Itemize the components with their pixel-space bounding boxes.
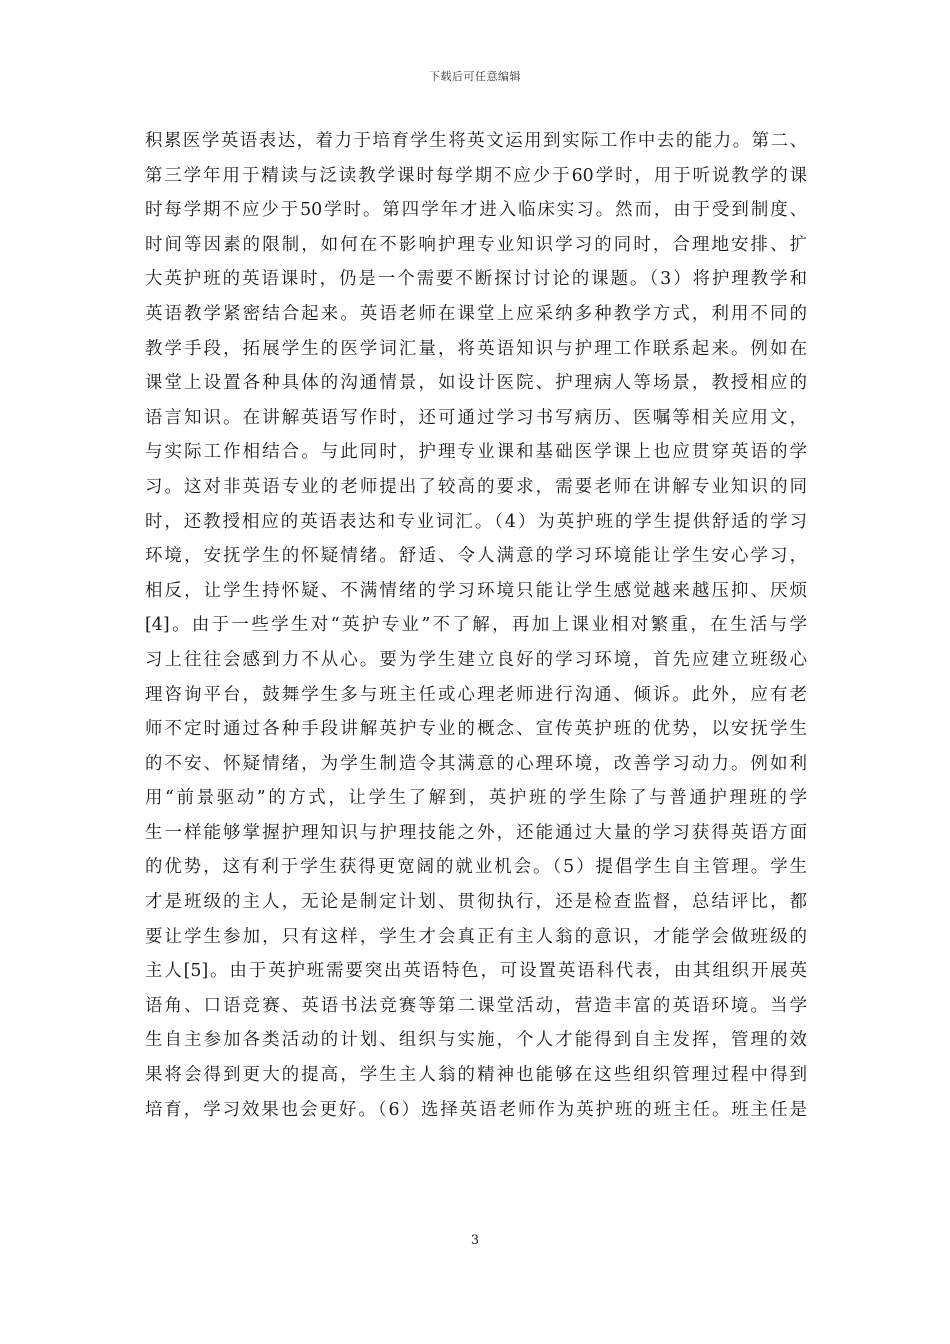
text-line: 积累医学英语表达，着力于培育学生将英文运用到实际工作中去的能力。第二、	[145, 131, 807, 151]
page-header: 下载后可任意编辑	[429, 70, 521, 83]
text-line: 要让学生参加，只有这样，学生才会真正有主人翁的意识，才能学会做班级的	[145, 926, 807, 947]
text-line: 语角、口语竞赛、英语书法竞赛等第二课堂活动，营造丰富的英语环境。当学	[145, 995, 807, 1016]
text-line: 习上往往会感到力不从心。要为学生建立良好的学习环境，首先应建立班级心	[145, 649, 807, 670]
text-line: 时每学期不应少于50学时。第四学年才进入临床实习。然而，由于受到制度、	[145, 200, 807, 221]
text-line: 主人[5]。由于英护班需要突出英语特色，可设置英语科代表，由其组织开展英	[145, 961, 807, 982]
text-line: 培育，学习效果也会更好。（6）选择英语老师作为英护班的班主任。班主任是	[145, 1099, 807, 1120]
text-line: 时间等因素的限制，如何在不影响护理专业知识学习的同时，合理地安排、扩	[145, 234, 807, 255]
body-paragraph	[145, 124, 807, 1127]
text-line: 语言知识。在讲解英语写作时，还可通过学习书写病历、医嘱等相关应用文，	[145, 407, 807, 428]
text-line: 用“前景驱动”的方式，让学生了解到，英护班的学生除了与普通护理班的学	[145, 788, 807, 809]
text-line: 习。这对非英语专业的老师提出了较高的要求，需要老师在讲解专业知识的同	[145, 476, 807, 497]
page-number: 3	[470, 1233, 480, 1248]
text-line: 时，还教授相应的英语表达和专业词汇。（4）为英护班的学生提供舒适的学习	[145, 511, 807, 532]
text-line: 果将会得到更大的提高，学生主人翁的精神也能够在这些组织管理过程中得到	[145, 1065, 807, 1086]
text-line: 生一样能够掌握护理知识与护理技能之外，还能通过大量的学习获得英语方面	[145, 822, 807, 843]
text-line: 课堂上设置各种具体的沟通情景，如设计医院、护理病人等场景，教授相应的	[145, 373, 807, 394]
text-line: 的不安、怀疑情绪，为学生制造令其满意的心理环境，改善学习动力。例如利	[145, 753, 807, 774]
text-line: 的优势，这有利于学生获得更宽阔的就业机会。（5）提倡学生自主管理。学生	[145, 857, 807, 878]
text-line: 第三学年用于精读与泛读教学课时每学期不应少于60学时，用于听说教学的课	[145, 165, 807, 186]
text-line: [4]。由于一些学生对“英护专业”不了解，再加上课业相对繁重，在生活与学	[145, 615, 807, 636]
text-line: 才是班级的主人，无论是制定计划、贯彻执行，还是检查监督，总结评比，都	[145, 892, 807, 913]
text-line: 英语教学紧密结合起来。英语老师在课堂上应采纳多种教学方式，利用不同的	[145, 303, 807, 324]
text-line: 教学手段，拓展学生的医学词汇量，将英语知识与护理工作联系起来。例如在	[145, 338, 807, 359]
text-line: 相反，让学生持怀疑、不满情绪的学习环境只能让学生感觉越来越压抑、厌烦	[145, 580, 807, 601]
text-line: 环境，安抚学生的怀疑情绪。舒适、令人满意的学习环境能让学生安心学习，	[145, 546, 807, 567]
text-line: 师不定时通过各种手段讲解英护专业的概念、宣传英护班的优势，以安抚学生	[145, 719, 807, 740]
text-line: 与实际工作相结合。与此同时，护理专业课和基础医学课上也应贯穿英语的学	[145, 442, 807, 463]
text-line: 生自主参加各类活动的计划、组织与实施，个人才能得到自主发挥，管理的效	[145, 1030, 807, 1051]
text-line: 大英护班的英语课时，仍是一个需要不断探讨讨论的课题。（3）将护理教学和	[145, 269, 807, 290]
text-line: 理咨询平台，鼓舞学生多与班主任或心理老师进行沟通、倾诉。此外，应有老	[145, 684, 807, 705]
